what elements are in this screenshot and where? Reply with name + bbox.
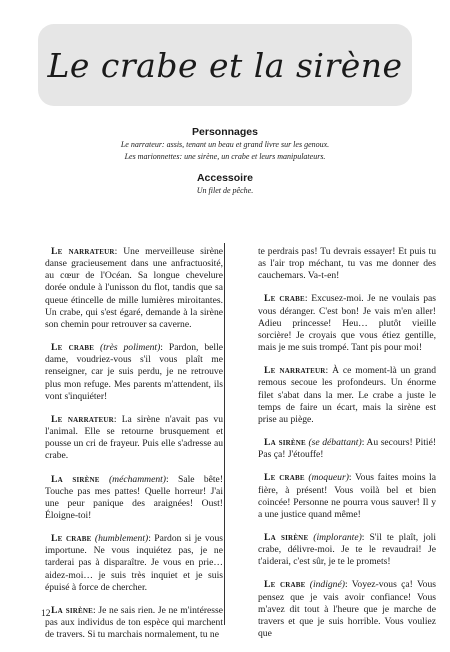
dialogue-text: : Vous faites moins la fière, à présent! Vous voilà bel et bien coincée! Personne ne pourra vous sauver! Il y a une justice quand même! <box>258 472 436 520</box>
dialogue-text: : Je ne sais rien. Je ne m'intéresse pas aux individus de ton espèce qui marchent de travers. Si tu marchais normalement, tu ne <box>45 604 224 641</box>
stage-direction: (moqueur) <box>304 472 349 484</box>
speaker-name: La sirène <box>264 437 306 449</box>
dialogue-text: : S'il te plaît, joli crabe, délivre-moi. Je te le revaudrai! Je t'aiderai, c'est sûr, je te le promets! <box>258 531 436 568</box>
dialogue-line <box>45 474 223 523</box>
speaker-name: Le narrateur <box>51 246 115 257</box>
speaker-name: Le crabe <box>264 472 305 484</box>
dialogue-text: : Voyez-vous ça! Vous pensez que je vais avoir confiance! Vous m'avez dit tout à l'heure que je marche de travers et que je suis horrible. Vous vouliez que <box>258 579 436 640</box>
dialogue-line <box>45 533 223 594</box>
speaker-name: La sirène <box>51 604 94 616</box>
dialogue-line <box>258 365 436 426</box>
speaker-name: La sirène <box>264 531 309 543</box>
cast-line-puppets: Les marionnettes: une sirène, un crabe et leurs manipulateurs. <box>124 152 326 161</box>
dialogue-text: : Sale bête! Touche pas mes pattes! Quelle horreur! J'ai une peur panique des araignées! Oust! Éloigne-toi! <box>45 473 224 521</box>
speaker-name: La sirène <box>51 473 100 485</box>
dialogue-line <box>258 293 436 354</box>
dialogue-text: : À ce moment-là un grand remous secoue les profondeurs. Un énorme filet s'abat dans la mer. Le crabe a juste le temps de faire un écart, mais la sirène est prise au piège. <box>258 365 436 425</box>
dialogue-text: : Une merveilleuse sirène danse gracieusement dans une anfractuosité, au cœur de l'Océan. Sa longue chevelure dorée ondule à l'unisson du flot, tandis que sa queue étincelle de mille lumières miroitantes. Un crabe, qui s'est égaré, demande à la sirène son chemin pour retrouver sa caverne. <box>45 246 224 330</box>
dialogue-line <box>45 414 223 463</box>
dialogue-continuation <box>258 246 436 282</box>
dialogue-line <box>258 472 436 521</box>
page-number: 12 <box>41 609 51 619</box>
speaker-name: Le narrateur <box>264 365 326 377</box>
speaker-name: Le crabe <box>264 579 306 591</box>
dialogue-line <box>258 579 436 640</box>
dialogue-line <box>45 246 223 331</box>
dialogue-text: : Excusez-moi. Je ne voulais pas vous déranger. C'est bon! Je vais m'en aller! Adieu princesse! Heu… plutôt vieille sorcière! Je croyais que vous étiez gentille, mais je me suis trompé. Tant pis pour moi! <box>258 293 436 354</box>
cast-heading: Personnages <box>192 126 258 138</box>
cast-line-narrator: Le narrateur: assis, tenant un beau et grand livre sur les genoux. <box>120 140 330 149</box>
cast-section <box>40 126 410 196</box>
stage-direction: (indigné) <box>305 579 345 591</box>
props-line: Un filet de pêche. <box>196 186 254 195</box>
title-banner <box>38 24 412 106</box>
speaker-name: Le crabe <box>51 533 92 545</box>
speaker-name: Le crabe <box>264 293 305 305</box>
speaker-name: Le narrateur <box>51 413 114 425</box>
stage-direction: (implorante) <box>308 531 362 543</box>
stage-direction: (très poliment) <box>94 342 161 354</box>
dialogue-text: : Au secours! Pitié! Pas ça! J'étouffe! <box>258 437 437 461</box>
dialogue-line <box>258 532 436 568</box>
left-column <box>45 246 223 652</box>
dialogue-text: : La sirène n'avait pas vu l'animal. Elle se retourne brusquement et pousse un cri de frayeur. Puis elle s'adresse au crabe. <box>45 413 223 462</box>
props-heading: Accessoire <box>196 172 254 184</box>
column-divider <box>224 243 225 625</box>
dialogue-text: : Pardon, belle dame, voudriez-vous s'il vous plaît me renseigner, car je suis perdu, je ne retrouve plus mon refuge. Mes parents m'attendent, ils vont s'inquiéter! <box>45 342 223 402</box>
page-title: Le crabe et la sirène <box>47 45 403 85</box>
right-column <box>258 246 436 651</box>
dialogue-text: te perdrais pas! Tu devrais essayer! Et puis tu as l'air trop méchant, tu vas me donner des cauchemars. Va-t-en! <box>258 246 436 282</box>
dialogue-line <box>258 437 436 461</box>
dialogue-line <box>45 605 223 641</box>
speaker-name: Le crabe <box>51 342 95 354</box>
stage-direction: (humblement) <box>91 533 149 545</box>
dialogue-text: : Pardon si je vous importune. Ne vous inquiétez pas, je ne tarderai pas à disparaître. Je vous en prie… aidez-moi… je suis très inquiet et je suis épuisé à force de chercher. <box>45 533 223 593</box>
stage-direction: (se débattant) <box>305 437 362 449</box>
stage-direction: (méchamment) <box>99 473 166 485</box>
dialogue-line <box>45 342 223 403</box>
